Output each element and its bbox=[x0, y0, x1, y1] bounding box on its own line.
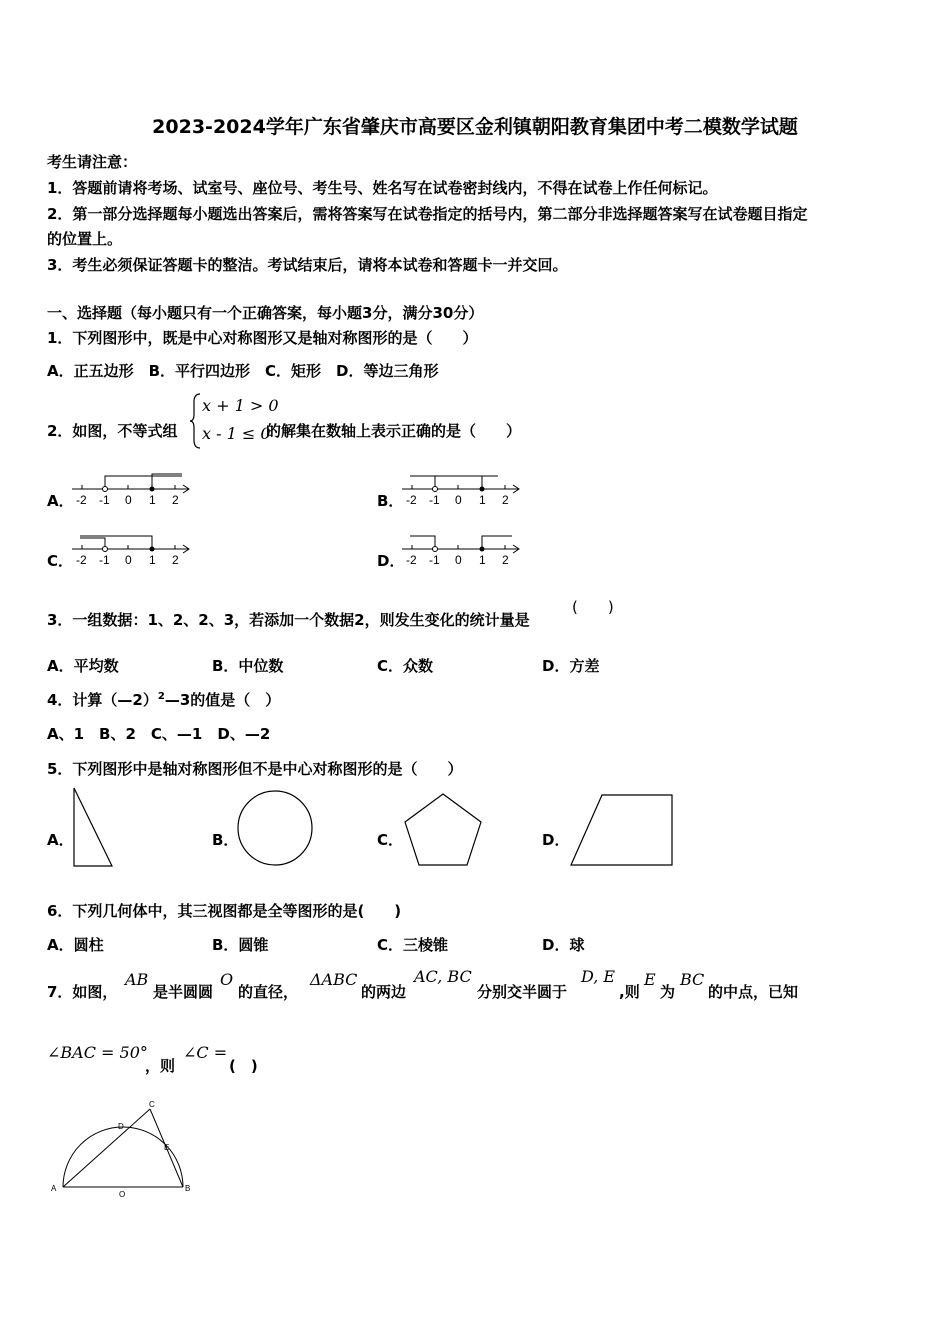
tick-label: 1 bbox=[479, 493, 486, 507]
tick-label: -1 bbox=[99, 493, 110, 507]
q7-math-bc: BC bbox=[680, 970, 705, 989]
tick-label: -1 bbox=[429, 553, 440, 567]
q7-text-9: ，则 bbox=[145, 1057, 176, 1075]
q2-numberline-b bbox=[400, 470, 525, 510]
q7-math-triangle: ΔABC bbox=[310, 970, 358, 989]
q5-option-c-label: C． bbox=[377, 831, 404, 849]
q5-option-b-label: B． bbox=[212, 831, 239, 849]
q7-text-6: ,则 bbox=[619, 983, 640, 1001]
q6-stem: 6．下列几何体中，其三视图都是全等图形的是( ) bbox=[47, 902, 402, 920]
q2-brace bbox=[190, 392, 202, 450]
q2-ineq-1: x + 1 > 0 bbox=[202, 396, 279, 415]
q2-option-d-label: D． bbox=[377, 552, 405, 570]
page-title: 2023-2024学年广东省肇庆市高要区金利镇朝阳教育集团中考二模数学试题 bbox=[152, 116, 798, 138]
q7-math-angle-c: ∠C = bbox=[183, 1043, 228, 1062]
q3-option-b: B．中位数 bbox=[212, 657, 284, 675]
q4-exponent: 2 bbox=[157, 691, 165, 702]
tick-label: 0 bbox=[125, 553, 132, 567]
tick-label: 1 bbox=[479, 553, 486, 567]
notice-item-2-cont: 的位置上。 bbox=[47, 230, 123, 248]
q3-option-d: D．方差 bbox=[542, 657, 600, 675]
tick-label: -2 bbox=[406, 493, 417, 507]
tick-label: -2 bbox=[406, 553, 417, 567]
fig-label-d: D bbox=[118, 1122, 124, 1131]
fig-label-a: A bbox=[51, 1184, 57, 1193]
q5-circle bbox=[236, 790, 316, 870]
tick-label: 0 bbox=[455, 553, 462, 567]
q4-stem-a: 4．计算（—2） bbox=[47, 691, 158, 709]
q3-option-c: C．众数 bbox=[377, 657, 434, 675]
q7-text-10: ( ) bbox=[229, 1057, 258, 1075]
tick-label: 2 bbox=[502, 493, 509, 507]
q7-text-5: 分别交半圆于 bbox=[477, 983, 568, 1001]
q4-stem-b: —3的值是（ ） bbox=[164, 691, 281, 709]
fig-label-o: O bbox=[119, 1190, 126, 1199]
q7-math-e: E bbox=[644, 970, 656, 989]
q7-math-ab: AB bbox=[125, 970, 149, 989]
tick-label: 2 bbox=[172, 493, 179, 507]
tick-label: 1 bbox=[149, 553, 156, 567]
q4-stem bbox=[47, 689, 280, 710]
q2-ineq-2: x - 1 ≤ 0 bbox=[202, 424, 271, 443]
q1-options: A．正五边形 B．平行四边形 C．矩形 D．等边三角形 bbox=[47, 362, 439, 380]
fig-label-c: C bbox=[149, 1100, 155, 1109]
q6-option-b: B．圆锥 bbox=[212, 936, 269, 954]
q5-stem: 5．下列图形中是轴对称图形但不是中心对称图形的是（ ） bbox=[47, 760, 463, 778]
q7-math-de: D, E bbox=[581, 967, 616, 986]
tick-label: 1 bbox=[149, 493, 156, 507]
q7-text-7: 为 bbox=[660, 983, 676, 1001]
q2-numberline-d bbox=[400, 530, 525, 570]
tick-label: 2 bbox=[502, 553, 509, 567]
q6-option-a: A．圆柱 bbox=[47, 936, 104, 954]
section-heading: 一、选择题（每小题只有一个正确答案，每小题3分，满分30分） bbox=[47, 304, 484, 322]
fig-label-e: E bbox=[164, 1143, 170, 1152]
tick-label: -1 bbox=[99, 553, 110, 567]
notice-item-1: 1．答题前请将考场、试室号、座位号、考生号、姓名写在试卷密封线内，不得在试卷上作任何标记。 bbox=[47, 179, 718, 197]
q7-math-acbc: AC, BC bbox=[414, 967, 472, 986]
q2-stem-a: 2．如图，不等式组 bbox=[47, 422, 178, 440]
q3-stem: 3．一组数据：1、2、2、3，若添加一个数据2，则发生变化的统计量是 bbox=[47, 611, 530, 629]
q7-text-3: 的直径， bbox=[238, 983, 299, 1001]
q5-option-a-label: A． bbox=[47, 831, 74, 849]
q5-right-triangle bbox=[72, 786, 117, 870]
q3-option-a: A．平均数 bbox=[47, 657, 119, 675]
tick-label: -2 bbox=[76, 493, 87, 507]
notice-item-3: 3．考生必须保证答题卡的整洁。考试结束后，请将本试卷和答题卡一并交回。 bbox=[47, 256, 568, 274]
q3-paren: ( ) bbox=[572, 598, 614, 616]
tick-label: -1 bbox=[429, 493, 440, 507]
q1-stem: 1．下列图形中，既是中心对称图形又是轴对称图形的是（ ） bbox=[47, 329, 478, 347]
fig-label-b: B bbox=[185, 1184, 191, 1193]
notice-heading: 考生请注意： bbox=[47, 153, 138, 171]
q2-option-a-label: A． bbox=[47, 492, 74, 510]
q4-options: A、1 B、2 C、—1 D、—2 bbox=[47, 725, 271, 743]
tick-label: -2 bbox=[76, 553, 87, 567]
tick-label: 2 bbox=[172, 553, 179, 567]
q7-text-2: 是半圆圆 bbox=[153, 983, 214, 1001]
q2-numberline-a bbox=[70, 470, 195, 510]
q2-numberline-c bbox=[70, 530, 195, 570]
q7-text-4: 的两边 bbox=[361, 983, 407, 1001]
tick-label: 0 bbox=[455, 493, 462, 507]
q5-pentagon bbox=[403, 792, 487, 872]
q7-semicircle-figure bbox=[45, 1095, 195, 1200]
q7-math-angle-bac: ∠BAC = 50° bbox=[47, 1043, 148, 1062]
q7-text-8: 的中点，已知 bbox=[708, 983, 799, 1001]
q6-option-c: C．三棱锥 bbox=[377, 936, 449, 954]
q7-text-1: 7．如图， bbox=[47, 983, 118, 1001]
tick-label: 0 bbox=[125, 493, 132, 507]
q5-option-d-label: D． bbox=[542, 831, 570, 849]
q5-trapezoid bbox=[568, 792, 678, 870]
q7-math-o: O bbox=[220, 970, 234, 989]
notice-item-2: 2．第一部分选择题每小题选出答案后，需将答案写在试卷指定的括号内，第二部分非选择题答案写在试卷题目指定 bbox=[47, 205, 808, 223]
q2-stem-b: 的解集在数轴上表示正确的是（ ） bbox=[266, 422, 522, 440]
q2-option-c-label: C． bbox=[47, 552, 74, 570]
q2-option-b-label: B． bbox=[377, 492, 404, 510]
q6-option-d: D．球 bbox=[542, 936, 585, 954]
